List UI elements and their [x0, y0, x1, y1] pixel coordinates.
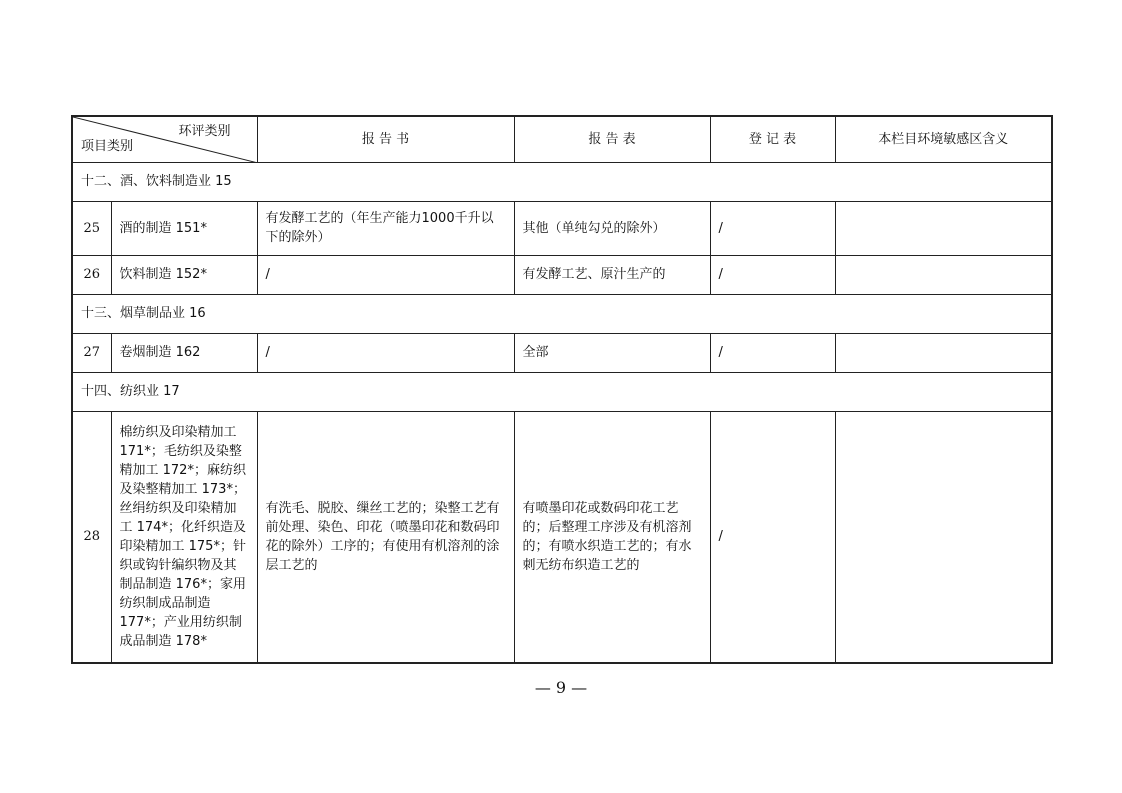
table-row — [72, 255, 1052, 294]
report-form-cell: 全部 — [514, 333, 710, 372]
section-row — [72, 294, 1052, 333]
header-sensitive-area: 本栏目环境敏感区含义 — [835, 116, 1052, 162]
registration-cell: / — [710, 201, 835, 255]
diagonal-header-cell — [72, 116, 257, 162]
classification-table — [71, 115, 1053, 664]
report-book-cell: / — [257, 333, 514, 372]
section-row — [72, 372, 1052, 411]
header-report-form: 报 告 表 — [514, 116, 710, 162]
header-registration-form: 登 记 表 — [710, 116, 835, 162]
report-book-cell: / — [257, 255, 514, 294]
section-title-12: 十二、酒、饮料制造业 15 — [72, 162, 1052, 201]
project-item: 棉纺织及印染精加工 171*；毛纺织及染整精加工 172*；麻纺织及染整精加工 173*；丝绢纺织及印染精加工 174*；化纤织造及印染精加工 175*；针织或钩针编织物及其制品制造 176*；家用纺织制成品制造 177*；产业用纺织制成品制造 178* — [111, 411, 257, 663]
row-number: 28 — [72, 411, 111, 663]
sensitive-area-cell — [835, 255, 1052, 294]
header-row — [72, 116, 1052, 162]
sensitive-area-cell — [835, 333, 1052, 372]
page-number: — 9 — — [534, 678, 588, 697]
eia-category-label: 环评类别 — [178, 124, 231, 139]
row-number: 25 — [72, 201, 111, 255]
registration-cell: / — [710, 411, 835, 663]
section-title-14: 十四、纺织业 17 — [72, 372, 1052, 411]
project-category-label: 项目类别 — [81, 138, 134, 154]
project-item: 饮料制造 152* — [111, 255, 257, 294]
report-book-cell: 有洗毛、脱胶、缫丝工艺的；染整工艺有前处理、染色、印花（喷墨印花和数码印花的除外）工序的；有使用有机溶剂的涂层工艺的 — [257, 411, 514, 663]
sensitive-area-cell — [835, 201, 1052, 255]
report-book-cell: 有发酵工艺的（年生产能力1000千升以下的除外） — [257, 201, 514, 255]
section-title-13: 十三、烟草制品业 16 — [72, 294, 1052, 333]
registration-cell: / — [710, 255, 835, 294]
row-number: 26 — [72, 255, 111, 294]
row-number: 27 — [72, 333, 111, 372]
registration-cell: / — [710, 333, 835, 372]
project-item: 酒的制造 151* — [111, 201, 257, 255]
section-row — [72, 162, 1052, 201]
project-item: 卷烟制造 162 — [111, 333, 257, 372]
header-report-book: 报 告 书 — [257, 116, 514, 162]
table-row — [72, 333, 1052, 372]
report-form-cell: 有喷墨印花或数码印花工艺的；后整理工序涉及有机溶剂的；有喷水织造工艺的；有水刺无纺布织造工艺的 — [514, 411, 710, 663]
sensitive-area-cell — [835, 411, 1052, 663]
report-form-cell: 其他（单纯勾兑的除外） — [514, 201, 710, 255]
table-row — [72, 411, 1052, 663]
report-form-cell: 有发酵工艺、原汁生产的 — [514, 255, 710, 294]
table-row — [72, 201, 1052, 255]
